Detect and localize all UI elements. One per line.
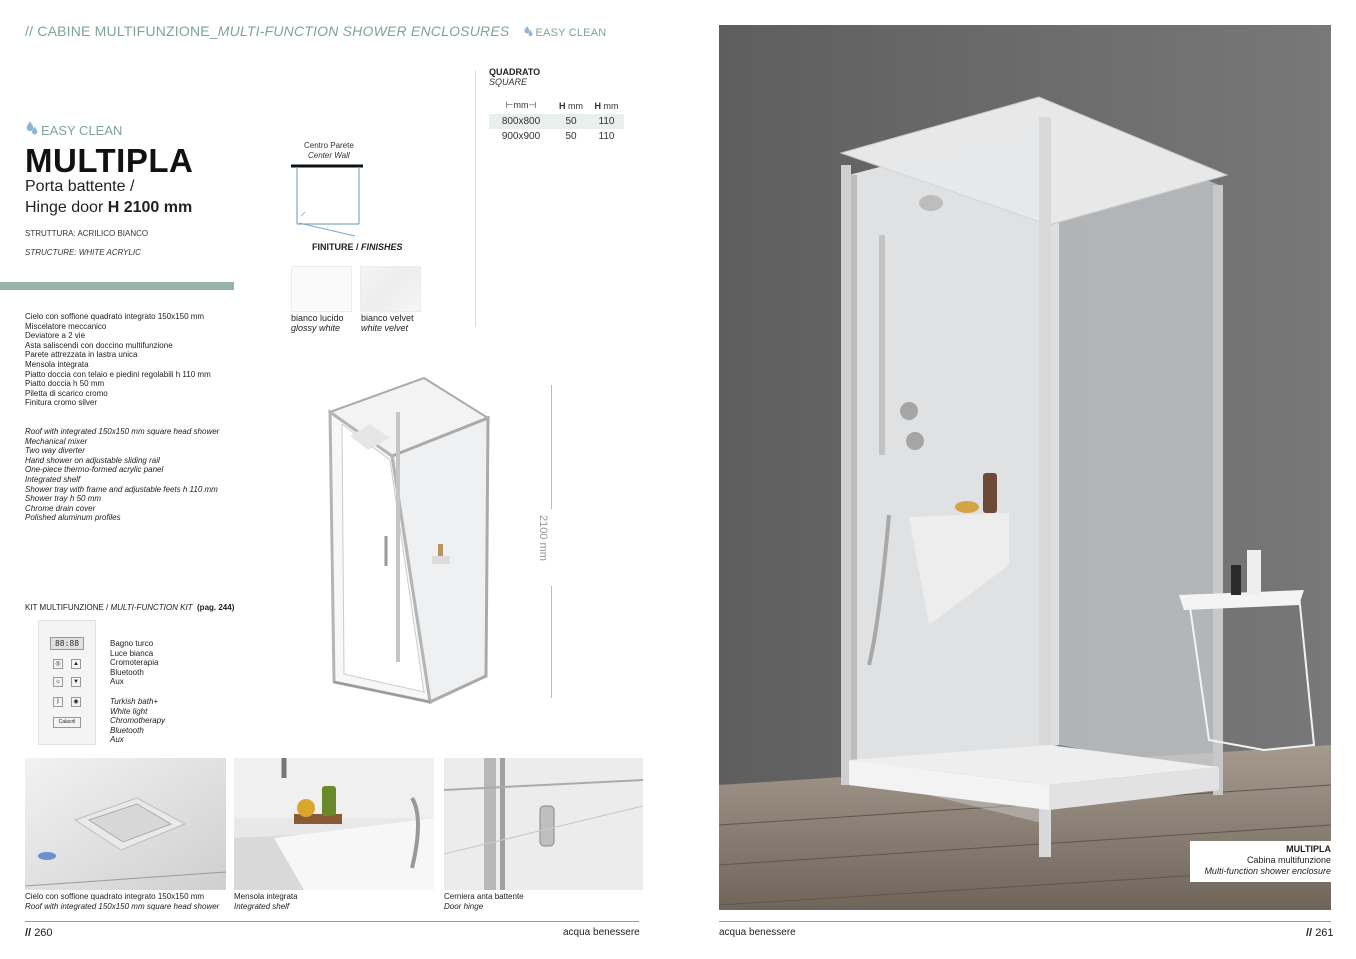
sizes-table — [489, 100, 624, 144]
header-easy-clean — [524, 27, 607, 39]
subtitle-text: Hinge door — [25, 199, 104, 216]
table-row — [489, 114, 624, 129]
finishes-heading — [312, 242, 403, 252]
height-label: 2100 mm — [537, 515, 549, 561]
swatch-glossy-white — [291, 266, 352, 312]
hero-photo — [719, 25, 1331, 910]
table-cell: 900x900 — [501, 131, 541, 142]
col-h-letter: H — [559, 100, 566, 111]
photo-head-shower — [25, 758, 226, 890]
list-item: Bluetooth — [110, 725, 144, 735]
footer-brand-right: acqua benessere — [719, 927, 796, 938]
photo-caption — [25, 892, 219, 912]
list-item: Hand shower on adjustable sliding rail — [25, 455, 160, 465]
table-cell: 800x800 — [489, 114, 553, 129]
shower-render-image — [320, 376, 490, 706]
accent-bar — [0, 282, 234, 290]
col-unit: mm — [601, 100, 619, 111]
arrow-down-icon: ▼ — [71, 677, 81, 687]
list-item: Bluetooth — [110, 667, 144, 677]
list-item: Polished aluminum profiles — [25, 513, 121, 523]
center-wall-diagram — [289, 160, 369, 240]
photo-caption — [234, 892, 298, 912]
col-h1-header — [553, 100, 589, 114]
drops-icon — [26, 121, 38, 136]
features-it-list — [25, 312, 245, 408]
kit-heading — [25, 603, 234, 612]
header-title-it: // CABINE MULTIFUNZIONE_ — [25, 23, 218, 39]
list-item: Piatto doccia con telaio e piedini regolabili h 110 mm — [25, 369, 211, 379]
photo-integrated-shelf — [234, 758, 434, 890]
page-number-left — [25, 927, 53, 939]
footer-rule — [719, 921, 1331, 922]
product-title: MULTIPLA — [25, 142, 194, 179]
swatch-white-velvet — [360, 266, 421, 312]
bluetooth-icon: ᛒ — [53, 697, 63, 707]
hero-caption-title: MULTIPLA — [1286, 844, 1331, 854]
structure-it: STRUTTURA: ACRILICO BIANCO — [25, 229, 149, 238]
features-en-list — [25, 427, 245, 523]
page-slashes: // — [1306, 927, 1313, 939]
list-item: Aux — [110, 677, 124, 687]
light-icon: ☼ — [53, 677, 63, 687]
diagram-label-it: Centro Parete — [304, 141, 354, 150]
list-item: Turkish bath+ — [110, 697, 159, 706]
kit-heading-en: MULTI-FUNCTION KIT — [110, 603, 193, 612]
section-header — [25, 23, 606, 39]
caption-it: Cerniera anta battente — [444, 892, 524, 901]
width-arrow-icon: ⊢ — [505, 100, 514, 110]
caption-en: Roof with integrated 150x150 mm square head shower — [25, 902, 220, 911]
product-subtitle-1: Porta battente / — [25, 178, 135, 195]
list-item: Finitura cromo silver — [25, 398, 98, 408]
list-item: Aux — [110, 735, 124, 745]
list-item: Roof with integrated 150x150 mm square head shower — [25, 427, 220, 436]
photo-caption — [444, 892, 524, 912]
photo-door-hinge — [444, 758, 643, 890]
swatch-label — [291, 313, 344, 333]
swatch-label — [361, 313, 414, 333]
list-item: Chrome drain cover — [25, 503, 96, 513]
list-item: Mechanical mixer — [25, 436, 88, 446]
kit-page-ref: (pag. 244) — [197, 603, 235, 612]
list-item: Piatto doccia h 50 mm — [25, 379, 105, 389]
list-item: Shower tray with frame and adjustable feets h 110 mm — [25, 484, 218, 494]
caption-en: Door hinge — [444, 902, 484, 911]
table-cell: 110 — [589, 114, 624, 129]
list-item: Two way diverter — [25, 446, 85, 456]
page-number: 260 — [34, 927, 53, 939]
height-dimension-line — [551, 586, 552, 698]
page-slashes: // — [25, 927, 32, 939]
list-item: One-piece thermo-formed acrylic panel — [25, 465, 164, 475]
arrow-up-icon: ▲ — [71, 659, 81, 669]
table-header-row — [489, 100, 624, 114]
col-unit: mm — [513, 100, 529, 110]
table-row — [489, 129, 624, 144]
swatch-name-en: white velvet — [361, 323, 409, 333]
list-item: Miscelatore meccanico — [25, 321, 107, 331]
list-item: Cromoterapia — [110, 658, 159, 668]
height-dimension-line — [551, 385, 552, 509]
list-item: Chromotherapy — [110, 716, 166, 726]
list-item: White light — [110, 706, 148, 716]
footer-brand-left: acqua benessere — [563, 927, 640, 938]
kit-heading-it: KIT MULTIFUNZIONE / — [25, 603, 111, 612]
swatch-name-it: bianco velvet — [361, 313, 414, 323]
col-width-header — [489, 100, 553, 114]
hero-caption-it: Cabina multifunzione — [1246, 855, 1331, 865]
page-number: 261 — [1315, 927, 1334, 939]
easy-clean-label: EASY CLEAN — [41, 123, 123, 138]
panel-brand: Calacril — [53, 717, 81, 728]
sizes-heading-en: SQUARE — [489, 77, 528, 87]
list-item: Luce bianca — [110, 648, 154, 658]
header-easy-clean-label: EASY CLEAN — [535, 27, 607, 39]
hero-caption — [1190, 841, 1335, 882]
sizes-heading-it: QUADRATO — [489, 67, 541, 77]
structure-en: STRUCTURE: WHITE ACRYLIC — [25, 248, 141, 257]
footer-rule — [25, 921, 639, 922]
header-title-en: MULTI-FUNCTION SHOWER ENCLOSURES — [217, 23, 510, 39]
finishes-heading-it: FINITURE / — [312, 242, 361, 252]
col-h-letter: H — [594, 100, 601, 111]
diagram-label-en: Center Wall — [308, 151, 350, 160]
hero-caption-en: Multi-function shower enclosure — [1204, 866, 1331, 876]
product-subtitle-2 — [25, 199, 192, 217]
list-item: Parete attrezzata in lastra unica — [25, 350, 138, 360]
finishes-heading-en: FINISHES — [361, 242, 403, 252]
list-item: Piletta di scarico cromo — [25, 388, 108, 398]
subtitle-height: H 2100 mm — [107, 199, 193, 216]
list-item: Mensola integrata — [25, 359, 89, 369]
caption-it: Cielo con soffione quadrato integrato 150x150 mm — [25, 892, 205, 901]
col-unit: mm — [565, 100, 583, 111]
caption-it: Mensola integrata — [234, 892, 298, 901]
swatch-name-it: bianco lucido — [291, 313, 344, 323]
table-cell: 50 — [553, 114, 589, 129]
aux-icon: ◉ — [71, 697, 81, 707]
control-panel-image — [38, 620, 96, 745]
divider — [475, 70, 476, 327]
list-item: Cielo con soffione quadrato integrato 150x150 mm — [25, 312, 205, 321]
list-item: Asta saliscendi con doccino multifunzione — [25, 340, 173, 350]
swatch-name-en: glossy white — [291, 323, 341, 333]
panel-display: 88:88 — [50, 637, 84, 650]
width-arrow-icon: ⊣ — [528, 100, 537, 110]
drops-icon — [524, 26, 533, 37]
easy-clean-badge — [26, 121, 122, 138]
caption-en: Integrated shelf — [234, 902, 290, 911]
kit-features-it — [110, 639, 158, 687]
table-cell: 50 — [565, 131, 577, 142]
list-item: Bagno turco — [110, 639, 154, 648]
col-h2-header — [589, 100, 624, 114]
list-item: Deviatore a 2 vie — [25, 331, 86, 341]
table-cell: 110 — [598, 131, 615, 142]
power-icon: ◎ — [53, 659, 63, 669]
page-number-right — [1306, 927, 1334, 939]
kit-features-en — [110, 697, 165, 745]
list-item: Shower tray h 50 mm — [25, 494, 102, 504]
list-item: Integrated shelf — [25, 474, 81, 484]
